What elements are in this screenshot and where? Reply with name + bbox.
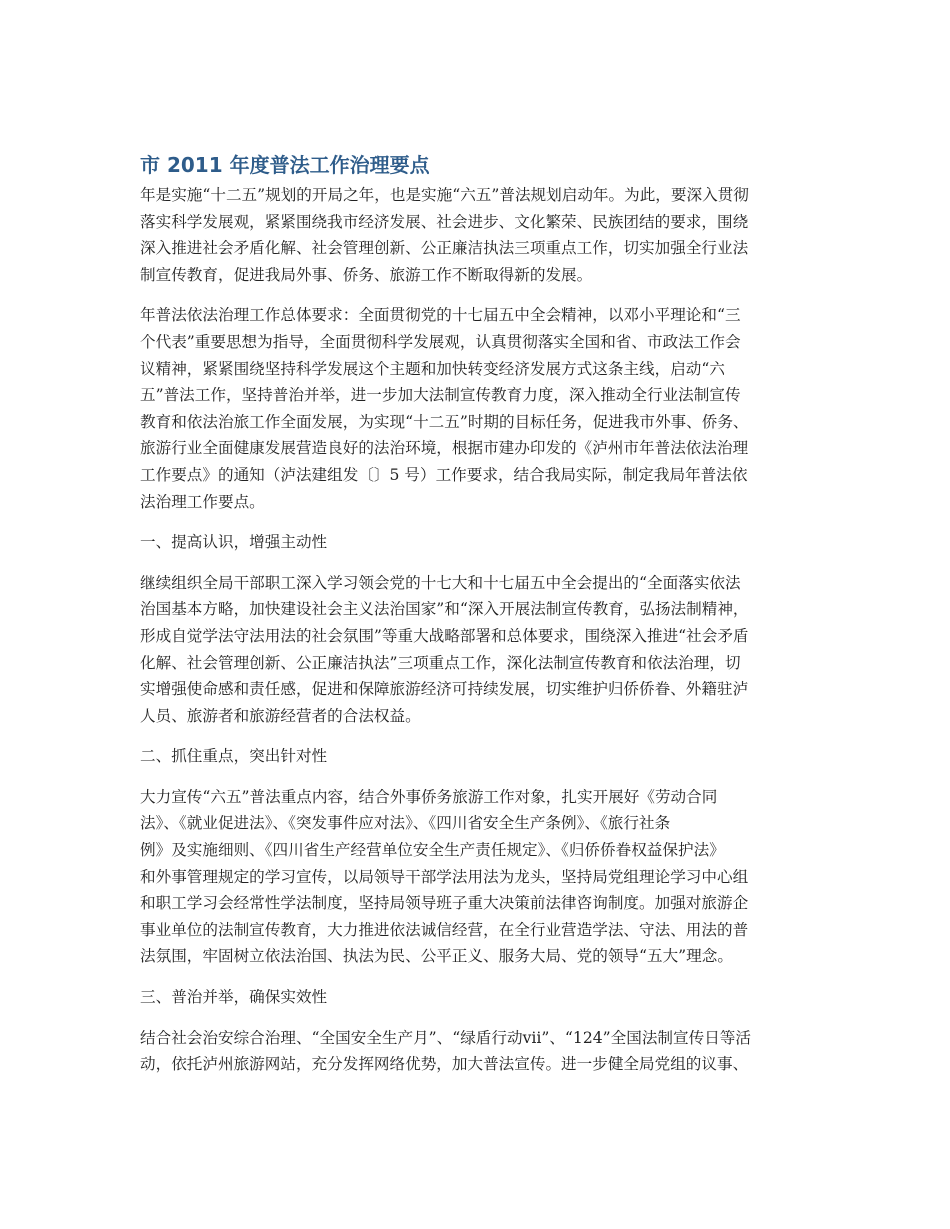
text-line: 动，依托泸州旅游网站，充分发挥网络优势，加大普法宣传。进一步健全局党组的议事、	[140, 1055, 749, 1074]
text-line: 制宣传教育，促进我局外事、侨务、旅游工作不断取得新的发展。	[140, 265, 593, 284]
section-heading	[140, 529, 808, 556]
text-line: 治国基本方略，加快建设社会主义法治国家”和“深入开展法制宣传教育，弘扬法制精神，	[140, 600, 749, 619]
body-paragraph	[140, 784, 808, 970]
text-line: 二、抓住重点，突出针对性	[140, 747, 328, 766]
document-title: 市 2011 年度普法工作治理要点	[140, 153, 430, 177]
text-line: 旅游行业全面健康发展营造良好的法治环境，根据市建办印发的《泸州市年普法依法治理	[140, 439, 749, 458]
body-paragraph	[140, 570, 808, 730]
body-paragraph	[140, 1025, 808, 1078]
text-line: 五”普法工作，坚持普治并举，进一步加大法制宣传教育力度，深入推动全行业法制宣传	[140, 386, 741, 405]
text-line: 法》、《就业促进法》、《突发事件应对法》、《四川省安全生产条例》、《旅行社条	[140, 814, 671, 833]
body-paragraph	[140, 302, 808, 515]
text-line: 和外事管理规定的学习宣传，以局领导干部学法用法为龙头，坚持局党组理论学习中心组	[140, 867, 749, 886]
text-line: 教育和依法治旅工作全面发展，为实现“十二五”时期的目标任务，促进我市外事、侨务、	[140, 412, 749, 431]
section-heading	[140, 984, 808, 1011]
text-line: 继续组织全局干部职工深入学习领会党的十七大和十七届五中全会提出的“全面落实依法	[140, 573, 741, 592]
text-line: 法治理工作要点。	[140, 492, 265, 511]
text-line: 年是实施“十二五”规划的开局之年，也是实施“六五”普法规划启动年。为此，要深入贯彻	[140, 186, 749, 204]
text-line: 化解、社会管理创新、公正廉洁执法”三项重点工作，深化法制宣传教育和依法治理，切	[140, 653, 741, 672]
text-line: 工作要点》的通知（泸法建组发〔〕5 号）工作要求，结合我局实际，制定我局年普法依	[140, 465, 748, 484]
text-line: 结合社会治安综合治理、“全国安全生产月”、“绿盾行动ⅶ”、“124”全国法制宣传日等活	[140, 1028, 751, 1047]
text-line: 大力宣传“六五”普法重点内容，结合外事侨务旅游工作对象，扎实开展好《劳动合同	[140, 787, 718, 806]
text-line: 和职工学习会经常性学法制度，坚持局领导班子重大决策前法律咨询制度。加强对旅游企	[140, 894, 749, 913]
text-line: 深入推进社会矛盾化解、社会管理创新、公正廉洁执法三项重点工作，切实加强全行业法	[140, 239, 749, 258]
text-line: 事业单位的法制宣传教育，大力推进依法诚信经营，在全行业营造学法、守法、用法的普	[140, 920, 749, 939]
text-line: 实增强使命感和责任感，促进和保障旅游经济可持续发展，切实维护归侨侨眷、外籍驻泸	[140, 680, 749, 699]
text-line: 议精神，紧紧围绕坚持科学发展这个主题和加快转变经济发展方式这条主线，启动“六	[140, 359, 725, 378]
text-line: 人员、旅游者和旅游经营者的合法权益。	[140, 706, 421, 725]
text-line: 个代表”重要思想为指导，全面贯彻科学发展观，认真贯彻落实全国和省、市政法工作会	[140, 332, 741, 351]
text-line: 落实科学发展观，紧紧围绕我市经济发展、社会进步、文化繁荣、民族团结的要求，围绕	[140, 212, 749, 231]
text-line: 年普法依法治理工作总体要求：全面贯彻党的十七届五中全会精神，以邓小平理论和“三	[140, 306, 741, 325]
text-line: 例》及实施细则、《四川省生产经营单位安全生产责任规定》、《归侨侨眷权益保护法》	[140, 841, 725, 860]
text-line: 法氛围，牢固树立依法治国、执法为民、公平正义、服务大局、党的领导“五大”理念。	[140, 947, 733, 966]
body-paragraph	[140, 182, 808, 288]
document-page	[140, 150, 808, 1092]
text-line: 一、提高认识，增强主动性	[140, 533, 328, 552]
section-heading	[140, 743, 808, 770]
text-line: 形成自觉学法守法用法的社会氛围”等重大战略部署和总体要求，围绕深入推进“社会矛盾	[140, 626, 749, 645]
document-body	[140, 182, 808, 1078]
text-line: 三、普治并举，确保实效性	[140, 988, 328, 1007]
